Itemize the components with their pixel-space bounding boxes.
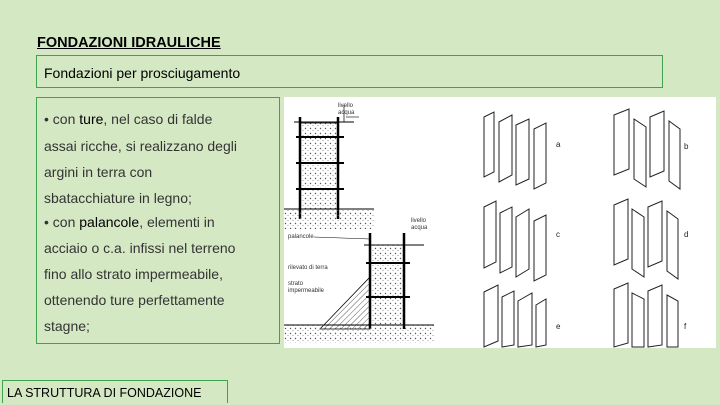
panel-label-c: c (556, 230, 560, 239)
sheet-pile-profiles (484, 109, 680, 347)
body-line: fino allo strato impermeabile, (44, 266, 223, 282)
footer-box (2, 380, 228, 403)
body-line: acciaio o c.a. infissi nel terreno (44, 240, 236, 256)
keyword-ture: ture (79, 111, 104, 127)
body-line: • con ture, nel caso di falde (44, 111, 213, 127)
subtitle-box (36, 55, 663, 88)
panel-label-b: b (684, 142, 689, 151)
body-line: ottenendo ture perfettamente (44, 292, 225, 308)
body-line: assai ricche, si realizzano degli (44, 138, 237, 154)
footer-bar (0, 378, 720, 405)
panel-label-e: e (556, 322, 561, 331)
slide-heading: FONDAZIONI IDRAULICHE (37, 35, 221, 51)
body-line: stagne; (44, 318, 90, 334)
footer-text: LA STRUTTURA DI FONDAZIONE (7, 386, 202, 400)
label-livello-acqua-2b: acqua (411, 225, 428, 231)
cofferdam-drawing (284, 97, 716, 348)
label-palancole: palancole (288, 234, 314, 240)
body-text-box (36, 97, 280, 344)
label-rilevato: rilevato di terra (288, 265, 328, 271)
label-strato-b: impermeabile (288, 288, 325, 294)
timber-cofferdam (284, 103, 374, 229)
cofferdam-illustration (284, 97, 716, 348)
panel-label-d: d (684, 230, 689, 239)
label-livello-acqua-1b: acqua (338, 110, 355, 116)
sheet-pile-cofferdam (284, 218, 434, 343)
body-line: sbatacchiature in legno; (44, 190, 192, 206)
body-line: • con palancole, elementi in (44, 214, 215, 230)
slide-subtitle: Fondazioni per prosciugamento (44, 65, 241, 81)
label-livello-acqua-1: livello (338, 103, 354, 109)
panel-label-f: f (684, 322, 687, 331)
label-strato: strato (288, 281, 304, 287)
keyword-palancole: palancole (79, 214, 140, 230)
panel-label-a: a (556, 140, 561, 149)
body-line: argini in terra con (44, 164, 153, 180)
label-livello-acqua-2: livello (411, 218, 427, 224)
